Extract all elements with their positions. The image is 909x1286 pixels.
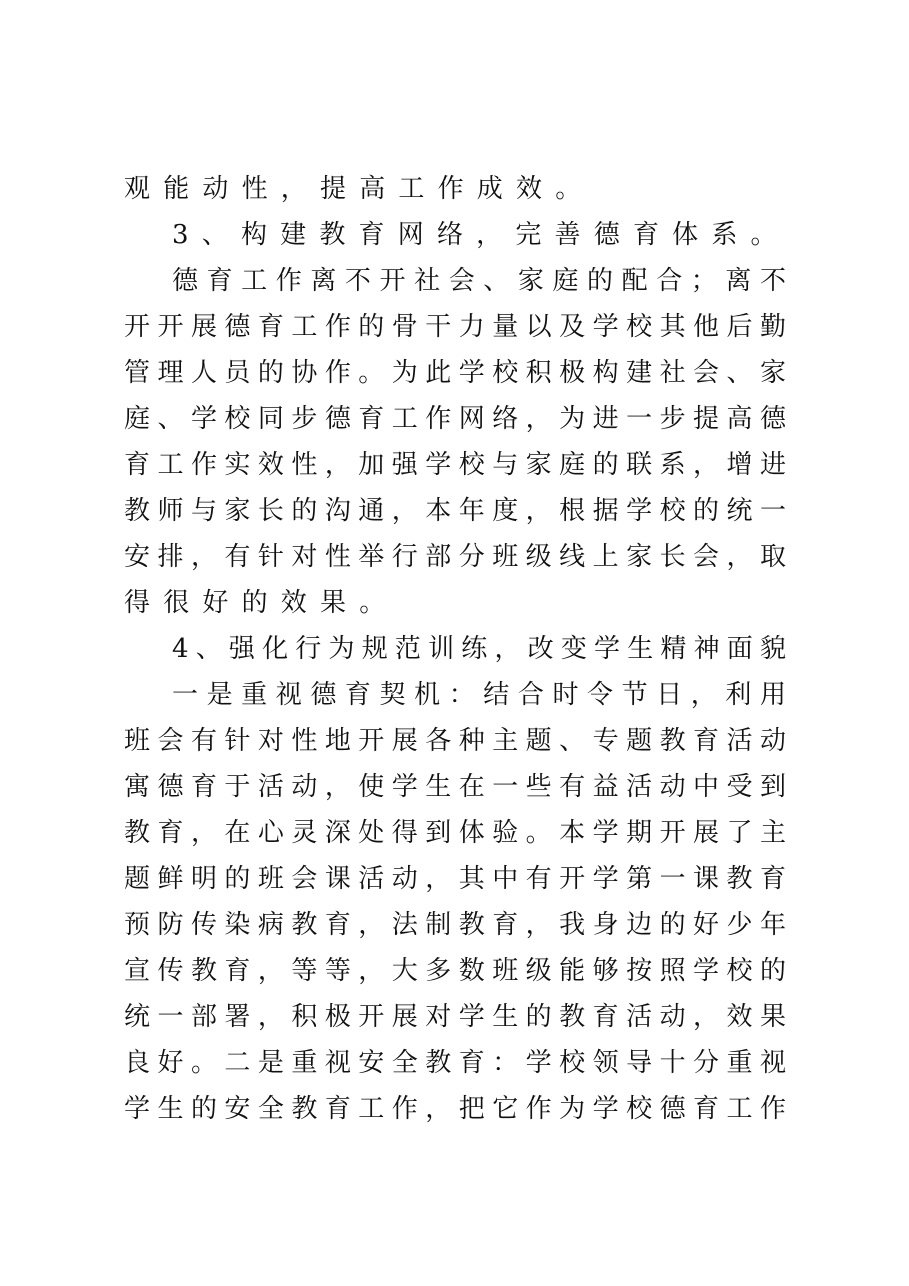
text-line-7: 育工作实效性，加强学校与家庭的联系，增进 <box>124 450 786 480</box>
text-line-20: 良好。二是重视安全教育：学校领导十分重视 <box>124 1048 786 1078</box>
section-heading-4: 4、强化行为规范训练，改变学生精神面貌 <box>172 634 786 664</box>
text-line-18: 宣传教育，等等，大多数班级能够按照学校的 <box>124 956 786 986</box>
text-line-9: 安排，有针对性举行部分班级线上家长会，取 <box>124 542 786 572</box>
text-line-6: 庭、学校同步德育工作网络，为进一步提高德 <box>124 404 786 434</box>
text-line-15: 教育，在心灵深处得到体验。本学期开展了主 <box>124 818 786 848</box>
text-line-13: 班会有针对性地开展各种主题、专题教育活动 <box>124 726 786 756</box>
text-line-10: 得很好的效果。 <box>124 588 399 618</box>
text-line-21: 学生的安全教育工作，把它作为学校德育工作 <box>124 1094 786 1124</box>
text-line-16: 题鲜明的班会课活动，其中有开学第一课教育 <box>124 864 786 894</box>
text-line-8: 教师与家长的沟通，本年度，根据学校的统一 <box>124 496 786 526</box>
text-line-4: 开开展德育工作的骨干力量以及学校其他后勤 <box>124 312 786 342</box>
text-line-19: 统一部署，积极开展对学生的教育活动，效果 <box>124 1002 786 1032</box>
text-line-5: 管理人员的协作。为此学校积极构建社会、家 <box>124 358 786 388</box>
text-line-12: 一是重视德育契机：结合时令节日，利用 <box>172 680 786 710</box>
text-line-14: 寓德育于活动，使学生在一些有益活动中受到 <box>124 772 786 802</box>
text-line-3: 德育工作离不开社会、家庭的配合；离不 <box>172 266 786 296</box>
section-heading-3: 3、构建教育网络，完善德育体系。 <box>172 220 790 250</box>
text-line-1: 观能动性，提高工作成效。 <box>124 174 595 204</box>
text-line-17: 预防传染病教育，法制教育，我身边的好少年 <box>124 910 786 940</box>
